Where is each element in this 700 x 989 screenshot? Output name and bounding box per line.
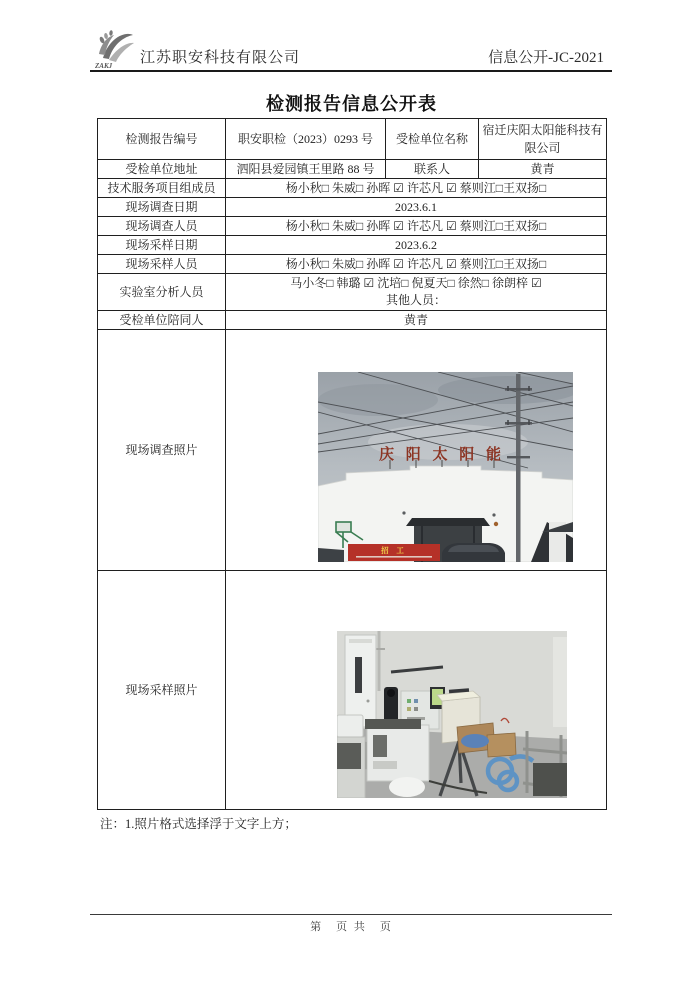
survey-date-label: 现场调查日期 <box>98 198 226 217</box>
lab-analysts-cell <box>226 274 607 311</box>
banner-text: 招 工 <box>381 546 407 555</box>
unit-address-label: 受检单位地址 <box>98 160 226 179</box>
sampling-staff-members: 杨小秋□ 朱威□ 孙晖 ☑ 许芯凡 ☑ 蔡则江□王双扬□ <box>226 255 607 274</box>
table-row <box>98 179 607 198</box>
accompanying-person-label: 受检单位陪同人 <box>98 311 226 330</box>
table-row <box>98 255 607 274</box>
table-row <box>98 274 607 311</box>
rooftop-sign-text: 庆 阳 太 阳 能 <box>378 447 506 463</box>
sampling-photo <box>337 631 567 798</box>
header-divider <box>90 70 612 72</box>
survey-staff-label: 现场调查人员 <box>98 217 226 236</box>
survey-photo-cell <box>226 330 607 571</box>
inspected-unit-name-label: 受检单位名称 <box>386 119 479 160</box>
lab-analysts-others: 其他人员： <box>385 293 446 307</box>
logo-text: ZAKJ <box>95 62 113 70</box>
table-row <box>98 217 607 236</box>
report-number-value: 职安职检（2023）0293 号 <box>226 119 386 160</box>
contact-value: 黄青 <box>479 160 607 179</box>
table-row <box>98 330 607 571</box>
air-conditioner <box>345 635 376 727</box>
sampling-photo-label: 现场采样照片 <box>98 571 226 810</box>
table-row <box>98 119 607 160</box>
table-row <box>98 571 607 810</box>
truck <box>318 548 344 562</box>
survey-date-value: 2023.6.1 <box>226 198 607 217</box>
table-row <box>98 311 607 330</box>
survey-photo-label: 现场调查照片 <box>98 330 226 571</box>
contact-label: 联系人 <box>386 160 479 179</box>
lab-analysts-label: 实验室分析人员 <box>98 274 226 311</box>
survey-staff-members: 杨小秋□ 朱威□ 孙晖 ☑ 许芯凡 ☑ 蔡则江□王双扬□ <box>226 217 607 236</box>
company-logo-icon <box>93 28 137 70</box>
sampling-date-label: 现场采样日期 <box>98 236 226 255</box>
table-row <box>98 236 607 255</box>
project-team-members: 杨小秋□ 朱威□ 孙晖 ☑ 许芯凡 ☑ 蔡则江□王双扬□ <box>226 179 607 198</box>
recruitment-banner <box>348 544 440 561</box>
footer-divider <box>90 914 612 915</box>
lab-analysts-members: 马小冬□ 韩璐 ☑ 沈培□ 倪夏天□ 徐然□ 徐朗梓 ☑ <box>290 275 542 290</box>
page-number: 第 页 共 页 <box>310 921 393 933</box>
document-code: 信息公开-JC-2021 <box>488 50 604 66</box>
inspected-unit-name-value: 宿迁庆阳太阳能科技有限公司 <box>479 119 607 160</box>
report-number-label: 检测报告编号 <box>98 119 226 160</box>
accompanying-person-value: 黄青 <box>226 311 607 330</box>
company-name: 江苏职安科技有限公司 <box>140 50 301 66</box>
page-title: 检测报告信息公开表 <box>266 94 437 114</box>
sampling-staff-label: 现场采样人员 <box>98 255 226 274</box>
disclosure-table <box>97 118 607 810</box>
project-team-label: 技术服务项目组成员 <box>98 179 226 198</box>
table-row <box>98 160 607 179</box>
unit-address-value: 泗阳县爱园镇王里路 88 号 <box>226 160 386 179</box>
sampling-date-value: 2023.6.2 <box>226 236 607 255</box>
sampling-photo-cell <box>226 571 607 810</box>
table-row <box>98 198 607 217</box>
footnote: 注：1.照片格式选择浮于文字上方； <box>100 817 297 831</box>
page-header <box>90 28 612 72</box>
survey-photo <box>318 372 573 562</box>
